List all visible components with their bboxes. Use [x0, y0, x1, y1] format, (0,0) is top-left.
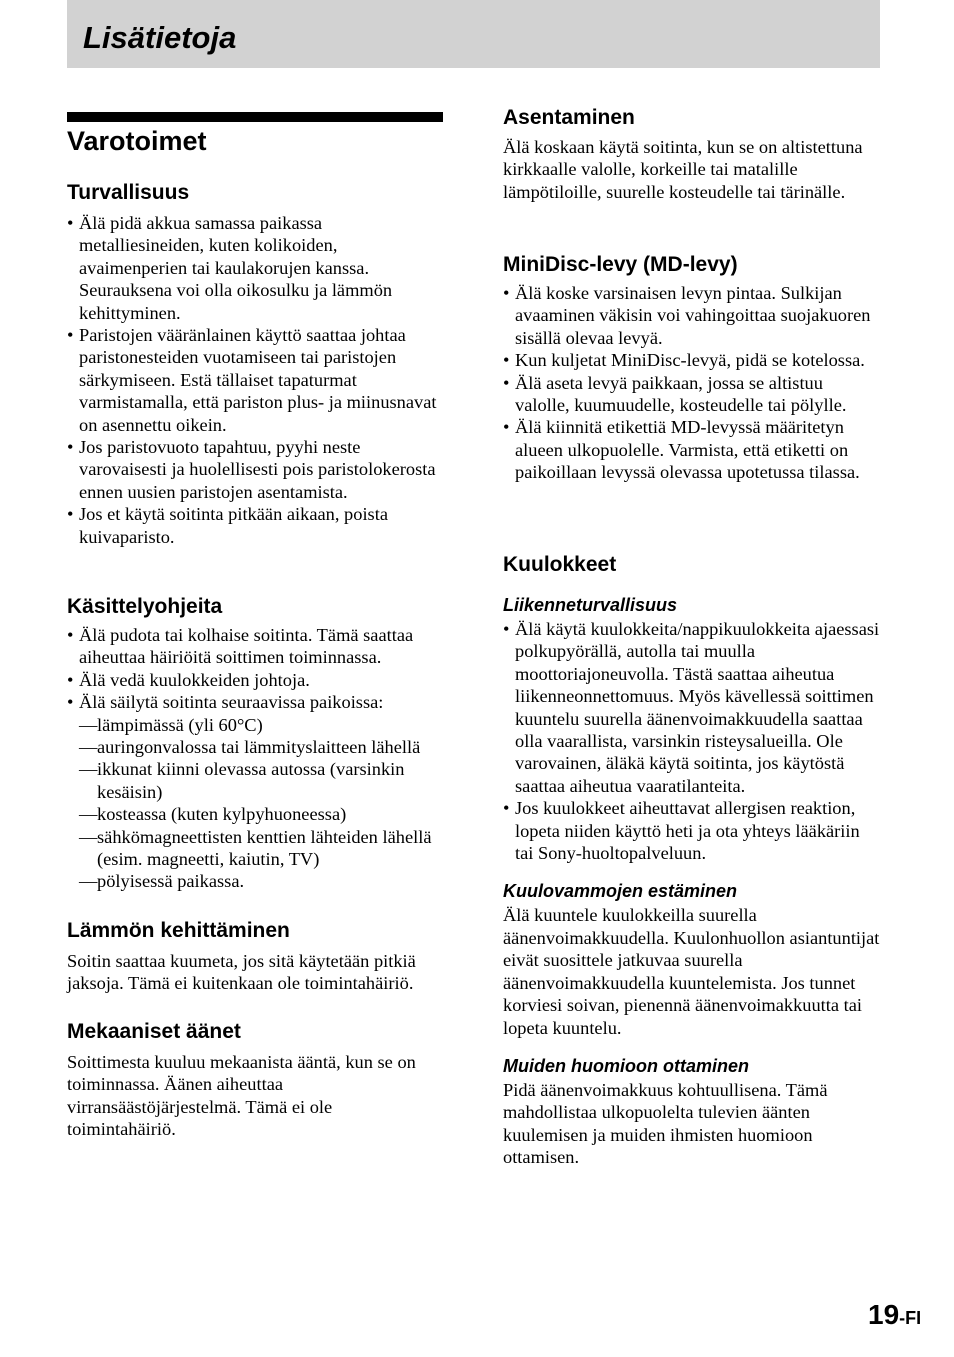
bullet-list [503, 618, 881, 864]
list-item: • Jos kuulokkeet aiheuttavat allergisen reaktion, lopeta niiden käyttö heti ja ota yhteys lääkäriin tai Sony-huoltopalveluun. [503, 797, 881, 864]
list-item: — sähkömagneettisten kenttien lähteiden lähellä (esim. magneetti, kaiutin, TV) [67, 826, 445, 871]
list-item: • Älä pudota tai kolhaise soitinta. Tämä saattaa aiheuttaa häiriöitä soittimen toiminnassa. [67, 624, 445, 669]
section-asentaminen [503, 105, 881, 203]
page-title: Varotoimet [67, 126, 207, 156]
dash-list [67, 714, 445, 893]
section-heading: Käsittelyohjeita [67, 595, 223, 618]
list-item: • Älä kiinnitä etikettiä MD-levyssä määritetyn alueen ulkopuolelle. Varmista, että etiketti on paikoillaan levyssä olevassa upotetussa tilassa. [503, 416, 881, 483]
list-item: • Jos paristovuoto tapahtuu, pyyhi neste varovaisesti ja huolellisesti pois paristolokerosta ennen uusien paristojen asentamista. [67, 436, 445, 503]
list-item: — lämpimässä (yli 60°C) [67, 714, 445, 736]
section-lammon [67, 918, 445, 995]
section-heading: Turvallisuus [67, 181, 190, 204]
header-title: Lisätietoja [83, 20, 237, 55]
list-item: • Älä säilytä soitinta seuraavissa paikoissa: [67, 691, 445, 713]
list-item: • Älä pidä akkua samassa paikassa metalliesineiden, kuten kolikoiden, avaimenperien tai kaulakorujen kanssa. Seurauksena voi olla oikosulku ja lämmön kehittyminen. [67, 212, 445, 324]
section-heading: Kuulokkeet [503, 553, 617, 576]
paragraph: Pidä äänenvoimakkuus kohtuullisena. Tämä mahdollistaa ulkopuolelta tulevien äänten kuulemisen ja muiden ihmisten huomioon ottamisen. [503, 1079, 828, 1168]
section-heading: Mekaaniset äänet [67, 1020, 241, 1043]
section-minidisc [503, 252, 881, 484]
list-item: • Paristojen vääränlainen käyttö saattaa johtaa paristonesteiden vuotamiseen tai paristojen särkymiseen. Estä tällaiset tapaturmat varmistamalla, että pariston plus- ja miinusnavat on asennettu oikein. [67, 324, 445, 436]
list-item: • Älä käytä kuulokkeita/nappikuulokkeita ajaessasi polkupyörällä, autolla tai muulla moottoriajoneuvolla. Tästä saattaa aiheutua liikenneonnettomuus. Myös kävellessä soittimen kuuntelu suurella äänenvoimakkuudella saattaa olla vaarallista, varsinkin risteysalueilla. Ole varovainen, äläkä käytä soitinta, jos käytöstä saattaa aiheutua vaaratilanteita. [503, 618, 881, 797]
subheading-muiden: Muiden huomioon ottaminen [503, 1055, 749, 1076]
paragraph: Soittimesta kuuluu mekaanista ääntä, kun se on toiminnassa. Äänen aiheuttaa virransäästöjärjestelmä. Tämä ei ole toimintahäiriö. [67, 1052, 416, 1140]
bullet-list [67, 212, 445, 548]
page-number [868, 1299, 921, 1331]
paragraph: Älä kuuntele kuulokkeilla suurella äänenvoimakkuudella. Kuulonhuollon asiantuntijat eivät suosittele jatkuvaa suurella äänenvoimakkuudella kuuntelemista. Jos tunnet korviesi soivan, pienennä äänenvoimakkuutta tai lopeta kuuntelu. [503, 905, 880, 1038]
list-item: — kosteassa (kuten kylpyhuoneessa) [67, 803, 445, 825]
section-kasittely [67, 594, 445, 893]
section-heading: Lämmön kehittäminen [67, 919, 290, 942]
section-turvallisuus [67, 180, 445, 548]
header-bar [67, 0, 880, 68]
list-item: • Älä koske varsinaisen levyn pintaa. Sulkijan avaaminen väkisin voi vahingoittaa suojakuoren sisällä olevaa levyä. [503, 282, 881, 349]
bullet-list [503, 282, 881, 484]
paragraph: Soitin saattaa kuumeta, jos sitä käytetään pitkiä jaksoja. Tämä ei kuitenkaan ole toimintahäiriö. [67, 951, 416, 994]
section-heading: Asentaminen [503, 106, 635, 129]
list-item: • Älä vedä kuulokkeiden johtoja. [67, 669, 445, 691]
paragraph: Älä koskaan käytä soitinta, kun se on altistettuna kirkkaalle valolle, korkeille tai matalille lämpötiloille, suurelle kosteudelle tai tärinälle. [503, 137, 863, 202]
list-item: • Jos et käytä soitinta pitkään aikaan, poista kuivaparisto. [67, 503, 445, 548]
list-item: • Kun kuljetat MiniDisc-levyä, pidä se kotelossa. [503, 349, 881, 371]
title-rule [67, 112, 443, 122]
list-item: — ikkunat kiinni olevassa autossa (varsinkin kesäisin) [67, 758, 445, 803]
bullet-list [67, 624, 445, 714]
page-number-suffix: -FI [899, 1308, 922, 1328]
section-heading: MiniDisc-levy (MD-levy) [503, 253, 738, 276]
list-item: • Älä aseta levyä paikkaan, jossa se altistuu valolle, kuumuudelle, kosteudelle tai pölylle. [503, 372, 881, 417]
page-number-value: 19 [868, 1299, 900, 1330]
section-kuulokkeet [503, 552, 881, 1169]
list-item: — auringonvalossa tai lämmityslaitteen lähellä [67, 736, 445, 758]
subheading-liikenne: Liikenneturvallisuus [503, 595, 678, 615]
section-mekaaniset [67, 1019, 445, 1141]
subheading-kuulovammat: Kuulovammojen estäminen [503, 881, 738, 902]
list-item: — pölyisessä paikassa. [67, 870, 445, 892]
